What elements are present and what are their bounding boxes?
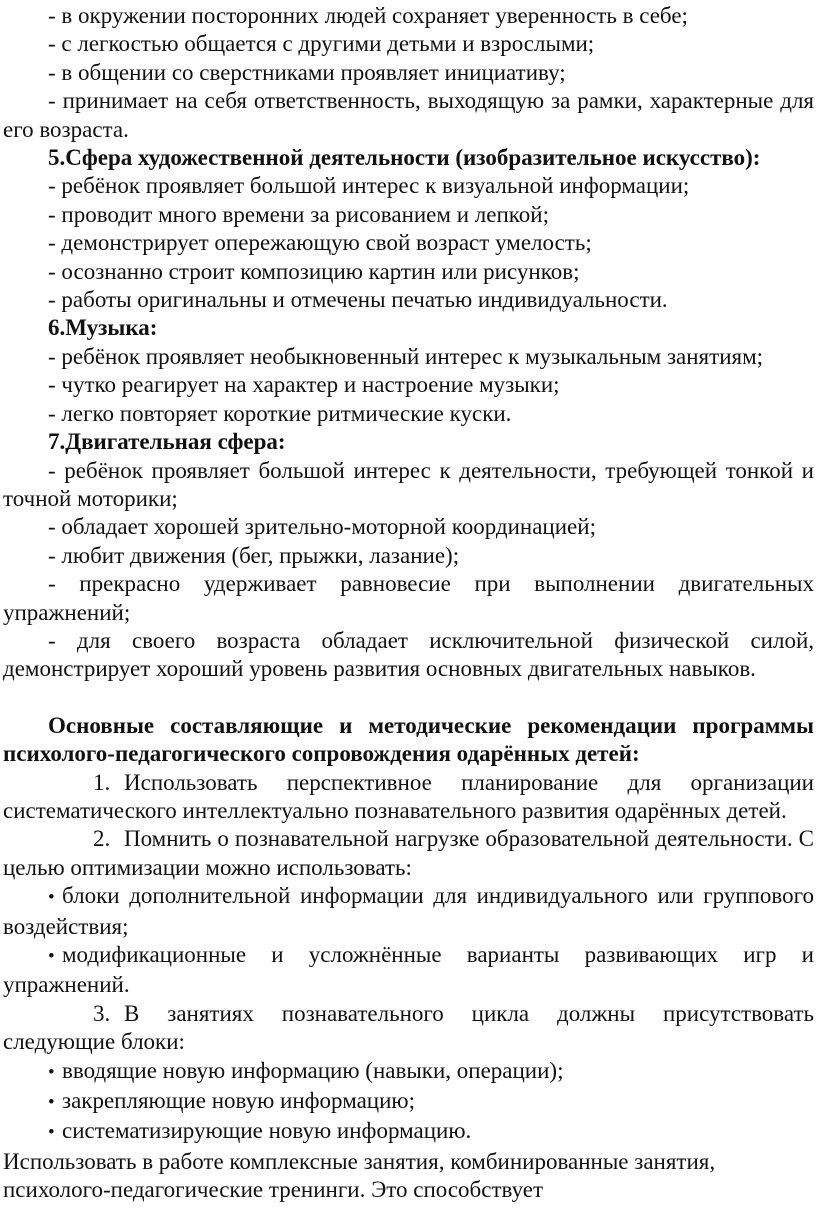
bullet-text: закрепляющие новую информацию; <box>62 1088 415 1114</box>
paragraph: - принимает на себя ответственность, выходящую за рамки, характерные для его возраста. <box>3 88 814 142</box>
bullet-text: вводящие новую информацию (навыки, операции); <box>62 1057 564 1083</box>
bullet-item <box>3 941 814 1000</box>
numbered-item <box>3 769 814 826</box>
list-item: - осознанно строит композицию картин или рисунков; <box>48 258 580 284</box>
bullet-text: модификационные и усложнённые варианты развивающих игр и упражнений. <box>3 942 814 998</box>
item-number: 3. <box>93 1000 111 1026</box>
bullet-text: блоки дополнительной информации для индивидуального или группового воздействия; <box>3 883 814 939</box>
list-item: - обладает хорошей зрительно-моторной координацией; <box>48 514 596 540</box>
spacer <box>3 684 814 712</box>
bullet-text: систематизирующие новую информацию. <box>62 1118 472 1144</box>
list-item: - чутко реагирует на характер и настроение музыки; <box>48 372 560 398</box>
recommendations-heading: Основные составляющие и методические рекомендации программы психолого-педагогического сопровождения одарённых детей: <box>3 712 814 767</box>
bullet-icon: • <box>48 1122 55 1144</box>
list-item: - работы оригинальны и отмечены печатью индивидуальности. <box>48 287 668 313</box>
bullet-item <box>3 1057 814 1087</box>
section-heading-art: 5.Сфера художественной деятельности (изобразительное искусство): <box>48 145 761 171</box>
section-heading-motor: 7.Двигательная сфера: <box>48 429 286 455</box>
item-text: В занятиях познавательного цикла должны присутствовать следующие блоки: <box>3 1000 814 1055</box>
list-item: - легко повторяет короткие ритмические куски. <box>48 400 512 426</box>
bullet-icon: • <box>48 946 55 967</box>
list-item: - ребёнок проявляет большой интерес к деятельности, требующей тонкой и точной моторики; <box>3 457 814 511</box>
bullet-icon: • <box>48 887 55 909</box>
bullet-icon: • <box>48 1092 55 1114</box>
numbered-item <box>3 825 814 882</box>
bullet-item <box>3 882 814 941</box>
list-item: - ребёнок проявляет необыкновенный интерес к музыкальным занятиям; <box>48 343 764 369</box>
list-item: - для своего возраста обладает исключительной физической силой, демонстрирует хороший уровень развития основных двигательных навыков. <box>3 627 814 682</box>
list-item: - прекрасно удерживает равновесие при выполнении двигательных упражнений; <box>3 571 814 625</box>
closing-paragraph: Использовать в работе комплексные занятия, комбинированные занятия, психолого-педагогические тренинги. Это способствует <box>3 1148 716 1203</box>
list-item: - ребёнок проявляет большой интерес к визуальной информации; <box>48 173 690 199</box>
list-item: - проводит много времени за рисованием и лепкой; <box>48 201 549 227</box>
paragraph: - в окружении посторонних людей сохраняет уверенность в себе; <box>48 3 688 28</box>
bullet-item <box>3 1087 814 1117</box>
item-text: Использовать перспективное планирование для организации систематического интеллектуально познавательного развития одарённых детей. <box>3 769 814 823</box>
bullet-item <box>3 1117 814 1147</box>
section-heading-music: 6.Музыка: <box>48 315 158 341</box>
list-item: - любит движения (бег, прыжки, лазание); <box>48 542 460 568</box>
bullet-icon: • <box>48 1061 55 1083</box>
item-text: Помнить о познавательной нагрузке образовательной деятельности. С целью оптимизации можно использовать: <box>3 826 814 880</box>
numbered-item <box>3 1000 814 1057</box>
paragraph: - в общении со сверстниками проявляет инициативу; <box>48 59 566 85</box>
paragraph: - с легкостью общается с другими детьми и взрослыми; <box>48 31 595 57</box>
item-number: 1. <box>93 769 111 795</box>
item-number: 2. <box>93 826 111 852</box>
list-item: - демонстрирует опережающую свой возраст умелость; <box>48 230 592 256</box>
